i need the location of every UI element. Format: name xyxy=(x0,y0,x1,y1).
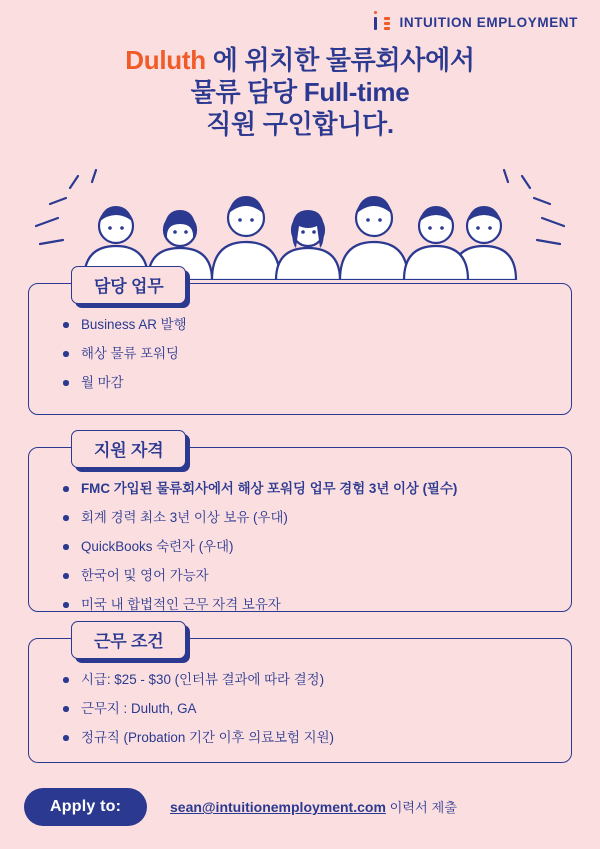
page-title xyxy=(0,44,600,141)
title-line-1-rest: 에 위치한 물류회사에서 xyxy=(205,45,475,75)
brand-header xyxy=(374,14,579,30)
section-duties-heading: 담당 업무 xyxy=(71,266,186,304)
title-line-3: 직원 구인합니다. xyxy=(206,109,394,140)
email-link[interactable]: sean@intuitionemployment.com xyxy=(170,799,386,815)
title-line-1 xyxy=(0,44,600,76)
section-duties xyxy=(28,277,572,415)
section-qualifications-heading: 지원 자격 xyxy=(71,430,186,468)
apply-to-badge: Apply to: xyxy=(24,788,147,826)
list-item: 미국 내 합법적인 근무 자격 보유자 xyxy=(59,596,541,614)
people-illustration xyxy=(0,168,600,278)
list-item: 정규직 (Probation 기간 이후 의료보험 지원) xyxy=(59,729,541,747)
section-conditions xyxy=(28,632,572,763)
list-item: 근무지 : Duluth, GA xyxy=(59,700,541,718)
list-item: 해상 물류 포워딩 xyxy=(59,345,541,363)
footer-suffix: 이력서 제출 xyxy=(385,800,457,815)
brand-name: INTUITION EMPLOYMENT xyxy=(399,14,578,30)
list-item: QuickBooks 숙련자 (우대) xyxy=(59,538,541,556)
title-highlight: Duluth xyxy=(125,45,206,75)
list-item: Business AR 발행 xyxy=(59,316,541,334)
section-qualifications-body xyxy=(29,448,571,634)
section-qualifications xyxy=(28,441,572,613)
qualifications-list xyxy=(59,480,541,614)
people-group-icon xyxy=(0,168,600,280)
list-item: 회계 경력 최소 3년 이상 보유 (우대) xyxy=(59,509,541,527)
conditions-list xyxy=(59,671,541,747)
list-item: FMC 가입된 물류회사에서 해상 포워딩 업무 경험 3년 이상 (필수) xyxy=(59,480,541,498)
footer-contact xyxy=(170,797,457,816)
list-item: 한국어 및 영어 가능자 xyxy=(59,567,541,585)
list-item: 시급: $25 - $30 (인터뷰 결과에 따라 결정) xyxy=(59,671,541,689)
footer xyxy=(0,782,600,849)
list-item: 월 마감 xyxy=(59,374,541,392)
intuition-logo-icon xyxy=(374,14,393,30)
title-line-2: 물류 담당 Full-time xyxy=(190,77,410,108)
duties-list xyxy=(59,316,541,392)
section-conditions-heading: 근무 조건 xyxy=(71,621,186,659)
